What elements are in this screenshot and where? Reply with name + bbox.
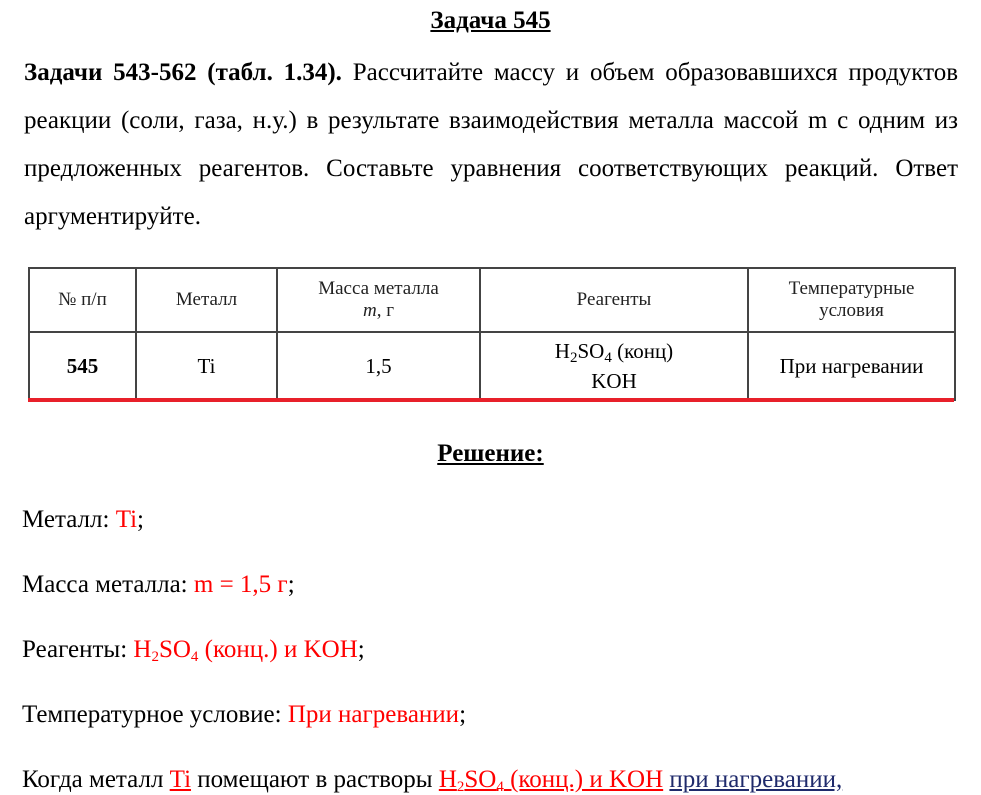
reagents-end: ; <box>357 636 365 663</box>
header-num: № п/п <box>29 268 136 332</box>
reagents-sub-2: 2 <box>151 649 159 665</box>
reagents-value <box>133 636 357 663</box>
reagent-so: SO <box>577 339 605 363</box>
explanation-start: Когда металл <box>22 766 170 793</box>
header-mass-var: m <box>362 300 377 321</box>
reagent-sub-4: 4 <box>604 350 612 366</box>
table-row <box>29 332 955 400</box>
header-reagents: Реагенты <box>480 268 748 332</box>
header-temp: Температурные условия <box>748 268 955 332</box>
task-text: Рассчитайте массу и объем образовавшихся продуктов реакции (соли, газа, н.у.) в результате взаимодействия металла массой m с одним из предложенных реагентов. Составьте уравнения соответствующих реакций. Ответ аргументируйте. <box>24 59 959 230</box>
solution-heading: Решение: <box>437 440 544 467</box>
reagents-tail: (конц.) и KOH <box>198 636 358 663</box>
solution-explanation-line <box>22 765 842 795</box>
explanation-reagents <box>439 766 663 793</box>
explanation-mid: помещают в растворы <box>191 766 439 793</box>
explanation-h: H <box>438 766 457 793</box>
cell-metal: Ti <box>136 332 277 400</box>
explanation-metal: Ti <box>169 766 192 793</box>
temp-end: ; <box>459 701 467 728</box>
task-reference: Задачи 543-562 (табл. 1.34). <box>24 59 342 86</box>
reagent-sub-2: 2 <box>569 350 578 366</box>
header-mass-label: Масса металла <box>318 278 439 299</box>
page-title: Задача 545 <box>430 7 551 34</box>
red-divider <box>28 398 954 402</box>
mass-value: m = 1,5 г <box>193 571 288 598</box>
solution-metal-line <box>22 505 144 535</box>
reagents-label: Реагенты: <box>22 636 134 663</box>
metal-label: Металл: <box>22 506 116 533</box>
reagent-koh: KOH <box>591 369 637 393</box>
header-mass <box>277 268 480 332</box>
explanation-sub-4: 4 <box>496 779 504 795</box>
table-header-row <box>29 268 955 332</box>
metal-value: Ti <box>115 506 138 533</box>
temp-value: При нагревании <box>287 701 460 728</box>
reagent-h: H <box>554 339 570 363</box>
cell-num: 545 <box>29 332 136 400</box>
explanation-condition: при нагревании, <box>669 766 843 793</box>
reagents-so: SO <box>158 636 191 663</box>
solution-reagents-line <box>22 635 365 665</box>
header-mass-unit: , г <box>376 300 395 321</box>
explanation-sub-2: 2 <box>456 779 465 795</box>
mass-end: ; <box>287 571 295 598</box>
cell-reagents <box>480 332 748 400</box>
explanation-reagents-tail: (конц.) и KOH <box>503 766 664 793</box>
mass-label: Масса металла: <box>22 571 194 598</box>
metal-end: ; <box>137 506 144 533</box>
task-statement <box>24 49 958 241</box>
reagents-h: H <box>133 636 152 663</box>
solution-mass-line <box>22 570 295 600</box>
temp-label: Температурное условие: <box>22 701 288 728</box>
explanation-so: SO <box>464 766 497 793</box>
header-metal: Металл <box>136 268 277 332</box>
cell-mass: 1,5 <box>277 332 480 400</box>
reagents-sub-4: 4 <box>190 649 199 665</box>
solution-temp-line <box>22 700 466 730</box>
task-data-table <box>28 267 956 401</box>
reagent-conc: (конц) <box>611 339 674 363</box>
cell-temp: При нагревании <box>748 332 955 400</box>
